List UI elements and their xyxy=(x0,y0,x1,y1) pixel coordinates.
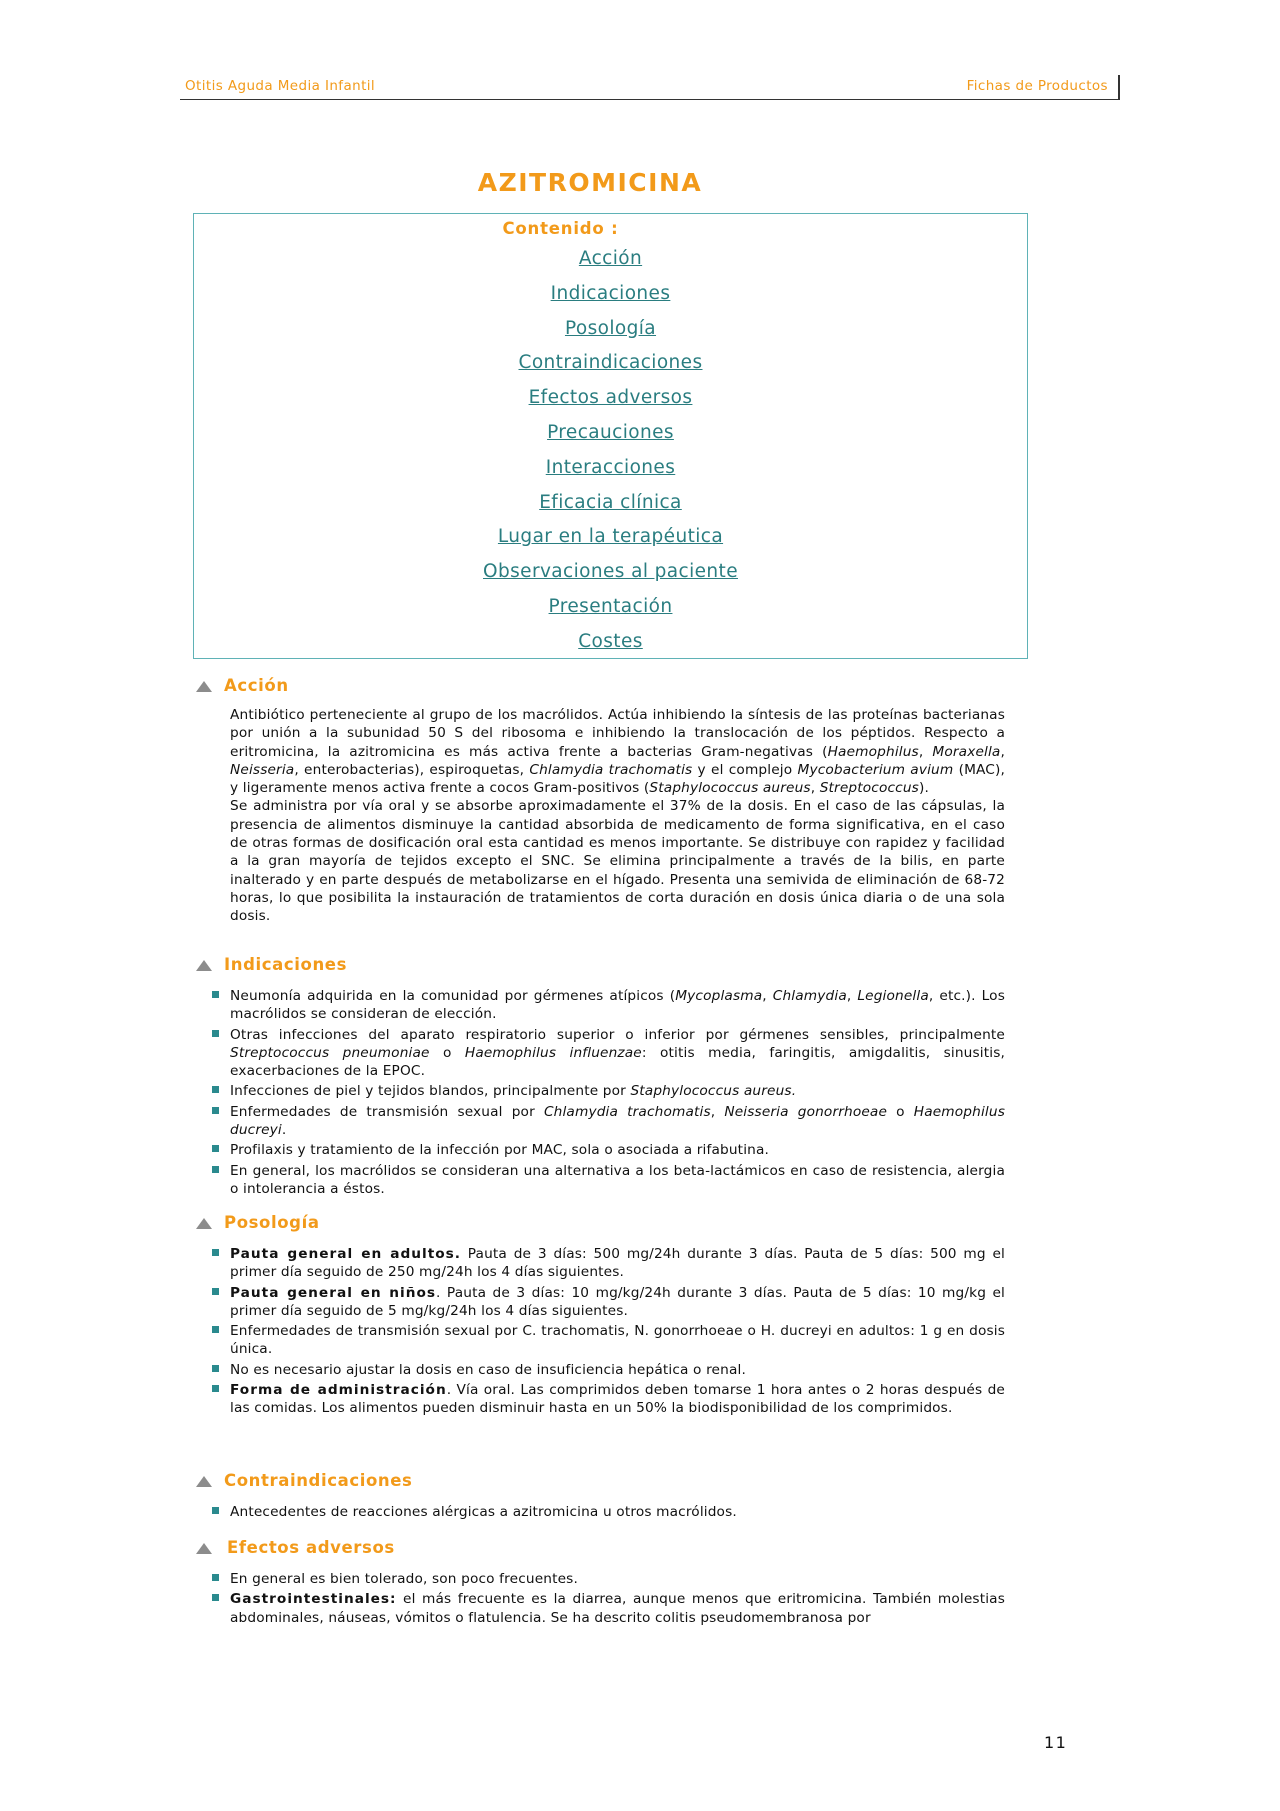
text-run: o xyxy=(887,1103,914,1120)
toc-link-costes[interactable]: Costes xyxy=(578,630,643,652)
back-to-top-triangle-icon[interactable] xyxy=(196,1476,212,1487)
toc-item xyxy=(194,456,1027,491)
text-run: , xyxy=(1000,743,1005,760)
list-item xyxy=(212,1026,1005,1081)
page-title: AZITROMICINA xyxy=(477,168,703,197)
italic-term: Haemophilus ducreyi xyxy=(230,1103,1005,1139)
list-item xyxy=(212,1141,1005,1159)
text-run: . Vía oral. Las comprimidos deben tomarse 1 hora antes o 2 horas después de las comidas. Los alimentos pueden disminuir hasta en un 50% la biodisponibilidad de los comprimidos. xyxy=(230,1382,1005,1417)
posologia-list xyxy=(212,1245,1005,1420)
italic-term: Neisseria xyxy=(230,761,295,778)
toc-link-eficacia-clinica[interactable]: Eficacia clínica xyxy=(539,491,682,513)
toc-item xyxy=(194,630,1027,665)
text-run: , etc.). Los macrólidos se consideran de elección. xyxy=(230,988,1005,1023)
text-run: Pauta de 3 días: 500 mg/24h durante 3 días. Pauta de 5 días: 500 mg el primer día seguido de 250 mg/24h los 4 días siguientes. xyxy=(230,1246,1005,1281)
text-run: En general es bien tolerado, son poco frecuentes. xyxy=(230,1571,578,1587)
text-run: Se administra por vía oral y se absorbe aproximadamente el 37% de la dosis. En el caso de las cápsulas, la presencia de alimentos disminuye la cantidad absorbida de medicamento de forma significativa, en el caso de otras formas de dosificación oral esta cantidad es menos importante. Se distribuye con rapidez y facilidad a la gran mayoría de tejidos excepto el SNC. Se elimina principalmente a través de la bilis, en parte inalterado y en parte después de metabolizarse en el hígado. Presenta una semivida de eliminación de 68-72 horas, lo que posibilita la instauración de tratamientos de corta duración en dosis única diaria o de una sola dosis. xyxy=(230,798,1005,925)
toc-item xyxy=(194,351,1027,386)
italic-term: Haemophilus xyxy=(827,743,919,760)
italic-term: Mycobacterium avium xyxy=(797,761,954,778)
accion-paragraph-2 xyxy=(230,797,1005,925)
italic-term: Chlamydia trachomatis xyxy=(543,1103,711,1120)
text-run: En general, los macrólidos se consideran una alternativa a los beta-lactámicos en caso de resistencia, alergia o intolerancia a éstos. xyxy=(230,1162,1005,1197)
text-run: o xyxy=(429,1044,465,1061)
text-run: . xyxy=(281,1122,287,1139)
list-item xyxy=(212,1245,1005,1282)
text-run: (MAC), y ligeramente menos activa frente a cocos Gram-positivos ( xyxy=(230,761,1005,797)
bold-term: Gastrointestinales: xyxy=(230,1591,397,1608)
toc-heading: Contenido : xyxy=(502,219,619,238)
list-item xyxy=(212,1082,1005,1100)
italic-term: Mycoplasma xyxy=(675,988,763,1004)
italic-term: Moraxella xyxy=(932,743,1001,760)
text-run: , xyxy=(918,743,933,760)
list-item xyxy=(212,1103,1005,1140)
text-run: No es necesario ajustar la dosis en caso de insuficiencia hepática o renal. xyxy=(230,1361,746,1378)
text-run: , xyxy=(710,1103,725,1120)
back-to-top-triangle-icon[interactable] xyxy=(196,1543,212,1554)
toc-link-interacciones[interactable]: Interacciones xyxy=(545,456,676,478)
toc-item xyxy=(194,525,1027,560)
italic-term: Staphylococcus aureus xyxy=(649,780,811,797)
accion-paragraph-1 xyxy=(230,706,1005,797)
bold-term: Pauta general en adultos. xyxy=(230,1246,462,1262)
toc-link-indicaciones[interactable]: Indicaciones xyxy=(550,282,671,304)
page-number: 11 xyxy=(1044,1733,1068,1752)
text-run: Infecciones de piel y tejidos blandos, principalmente por xyxy=(230,1083,631,1100)
list-item xyxy=(212,987,1005,1024)
toc-link-lugar-terapeutica[interactable]: Lugar en la terapéutica xyxy=(497,526,724,548)
text-run: . Pauta de 3 días: 10 mg/kg/24h durante 3 días. Pauta de 5 días: 10 mg/kg el primer día seguido de 5 mg/kg/24h los 4 días siguientes. xyxy=(230,1284,1005,1319)
toc-link-posologia[interactable]: Posología xyxy=(564,317,657,339)
back-to-top-triangle-icon[interactable] xyxy=(196,1218,212,1229)
text-run: , xyxy=(810,780,820,797)
back-to-top-triangle-icon[interactable] xyxy=(196,681,212,692)
italic-term: Legionella xyxy=(857,988,929,1004)
toc-item xyxy=(194,560,1027,595)
italic-term: Streptococcus xyxy=(819,780,919,797)
list-item xyxy=(212,1570,1005,1588)
toc-link-accion[interactable]: Acción xyxy=(578,248,643,269)
section-title: Contraindicaciones xyxy=(224,1471,413,1490)
section-title: Posología xyxy=(224,1213,320,1232)
toc-link-contraindicaciones[interactable]: Contraindicaciones xyxy=(518,352,703,374)
italic-term: Haemophilus influenzae xyxy=(464,1044,642,1061)
text-run: el más frecuente es la diarrea, aunque menos que eritromicina. También molestias abdominales, náuseas, vómitos o flatulencia. Se ha descrito colitis pseudomembranosa por xyxy=(230,1591,1005,1626)
text-run: Profilaxis y tratamiento de la infección por MAC, sola o asociada a rifabutina. xyxy=(230,1142,770,1159)
text-run: , enterobacterias), espiroquetas, xyxy=(294,761,530,778)
text-run: Antecedentes de reacciones alérgicas a azitromicina u otros macrólidos. xyxy=(230,1504,737,1520)
header-document-title: Otitis Aguda Media Infantil xyxy=(185,78,376,94)
bold-term: Forma de administración xyxy=(230,1382,447,1399)
toc-link-precauciones[interactable]: Precauciones xyxy=(547,421,674,443)
italic-term: Streptococcus pneumoniae xyxy=(230,1044,430,1061)
header-section-title: Fichas de Productos xyxy=(966,78,1108,94)
contraindicaciones-list xyxy=(212,1503,1005,1523)
text-run: y el complejo xyxy=(692,761,798,778)
text-run: , xyxy=(762,988,773,1004)
table-of-contents xyxy=(193,213,1028,659)
toc-link-observaciones[interactable]: Observaciones al paciente xyxy=(483,561,738,583)
text-run: , xyxy=(846,988,858,1004)
section-title: Efectos adversos xyxy=(227,1538,395,1557)
page-header xyxy=(180,75,1120,100)
efectos-adversos-list xyxy=(212,1570,1005,1629)
bold-term: Pauta general en niños xyxy=(230,1284,437,1301)
list-item xyxy=(212,1322,1005,1359)
toc-item xyxy=(194,386,1027,421)
toc-list xyxy=(194,247,1027,665)
toc-item xyxy=(194,317,1027,352)
back-to-top-triangle-icon[interactable] xyxy=(196,960,212,971)
section-title: Acción xyxy=(224,676,289,695)
toc-item xyxy=(194,595,1027,630)
text-run: ). xyxy=(918,780,929,797)
text-run: Antibiótico perteneciente al grupo de los macrólidos. Actúa inhibiendo la síntesis de las proteínas bacterianas por unión a la subunidad 50 S del ribosoma e inhibiendo la translocación de los péptidos. Respecto a eritromicina, la azitromicina es más activa frente a bacterias Gram-negativas ( xyxy=(230,707,1005,760)
text-run: Enfermedades de transmisión sexual por xyxy=(230,1103,544,1120)
text-run: Neumonía adquirida en la comunidad por gérmenes atípicos ( xyxy=(230,988,676,1004)
header-corner-rule xyxy=(1118,75,1120,99)
indicaciones-list xyxy=(212,987,1005,1200)
italic-term: Neisseria gonorrhoeae xyxy=(724,1103,888,1120)
toc-item xyxy=(194,491,1027,526)
text-run: : otitis media, faringitis, amigdalitis, sinusitis, exacerbaciones de la EPOC. xyxy=(230,1044,1005,1080)
toc-item xyxy=(194,421,1027,456)
italic-term: Chlamydia xyxy=(772,988,847,1004)
accion-body xyxy=(230,706,1005,926)
list-item xyxy=(212,1503,1005,1521)
list-item xyxy=(212,1590,1005,1627)
italic-term: Chlamydia trachomatis xyxy=(529,761,693,778)
list-item xyxy=(212,1162,1005,1199)
text-run: Enfermedades de transmisión sexual por C. trachomatis, N. gonorrhoeae o H. ducreyi en adultos: 1 g en dosis única. xyxy=(230,1323,1005,1358)
toc-item xyxy=(194,282,1027,317)
italic-term: Staphylococcus aureus. xyxy=(630,1083,797,1100)
toc-item xyxy=(194,247,1027,282)
section-title: Indicaciones xyxy=(224,955,347,974)
list-item xyxy=(212,1361,1005,1379)
toc-link-efectos-adversos[interactable]: Efectos adversos xyxy=(528,387,693,409)
list-item xyxy=(212,1284,1005,1321)
text-run: Otras infecciones del aparato respiratorio superior o inferior por gérmenes sensibles, principalmente xyxy=(230,1026,1005,1043)
toc-link-presentacion[interactable]: Presentación xyxy=(548,595,673,617)
list-item xyxy=(212,1381,1005,1418)
